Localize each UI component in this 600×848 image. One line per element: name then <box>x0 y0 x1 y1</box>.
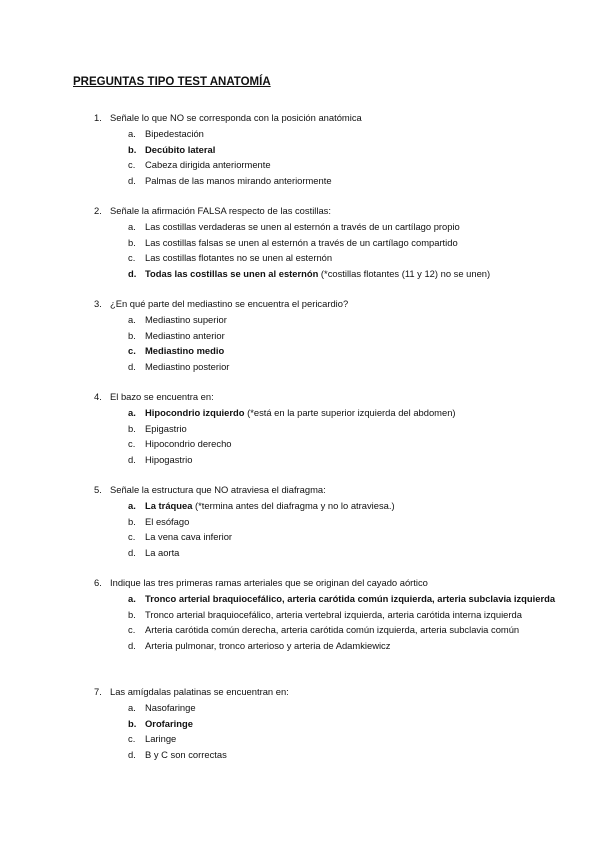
answer-option <box>0 343 600 359</box>
option-main-text: La tráquea <box>145 500 193 511</box>
option-letter: a. <box>128 500 136 511</box>
option-main-text: Epigastrio <box>145 422 187 434</box>
answer-option <box>0 312 600 328</box>
answer-option <box>0 716 600 732</box>
answer-option <box>0 266 600 282</box>
question-number: 1. <box>94 112 102 123</box>
question-text: Señale la estructura que NO atraviesa el diafragma: <box>110 484 326 495</box>
question-text: Señale lo que NO se corresponda con la posición anatómica <box>110 112 362 123</box>
option-letter: a. <box>128 702 136 713</box>
question-text: Señale la afirmación FALSA respecto de las costillas: <box>110 205 331 216</box>
option-letter: b. <box>128 515 136 527</box>
question-number: 6. <box>94 577 102 588</box>
option-text <box>145 421 562 437</box>
option-text <box>145 173 562 189</box>
option-main-text: Hipocondrio izquierdo <box>145 407 245 418</box>
option-text <box>145 607 562 623</box>
option-letter: c. <box>128 733 136 744</box>
option-letter: d. <box>128 748 136 760</box>
option-letter: a. <box>128 407 136 418</box>
answer-option <box>0 731 600 747</box>
option-text <box>145 328 562 344</box>
answer-option <box>0 514 600 530</box>
option-text <box>145 312 562 328</box>
question-text: El bazo se encuentra en: <box>110 391 214 402</box>
option-text <box>145 638 562 654</box>
answer-option <box>0 421 600 437</box>
option-text <box>145 514 562 530</box>
option-letter: b. <box>128 143 137 155</box>
option-letter: d. <box>128 360 136 372</box>
option-text <box>145 359 562 375</box>
question-line <box>0 482 600 498</box>
option-main-text: Hipogastrio <box>145 453 193 465</box>
question-number: 4. <box>94 391 102 402</box>
option-note: (*termina antes del diafragma y no lo atraviesa.) <box>192 500 395 511</box>
answer-option <box>0 545 600 561</box>
answer-option <box>0 452 600 468</box>
option-letter: b. <box>128 236 136 248</box>
option-text <box>145 747 562 763</box>
option-letter: b. <box>128 329 136 341</box>
answer-option <box>0 173 600 189</box>
option-main-text: Mediastino anterior <box>145 329 225 341</box>
option-main-text: Hipocondrio derecho <box>145 438 232 449</box>
option-text <box>145 343 562 359</box>
option-text <box>145 622 562 638</box>
option-letter: d. <box>128 174 136 186</box>
option-text <box>145 157 562 173</box>
answer-option <box>0 126 600 142</box>
question-line <box>0 203 600 219</box>
option-main-text: Las costillas verdaderas se unen al esternón a través de un cartílago propio <box>145 221 460 232</box>
option-letter: a. <box>128 221 136 232</box>
option-letter: a. <box>128 593 136 604</box>
option-letter: c. <box>128 159 136 170</box>
option-main-text: Laringe <box>145 733 177 744</box>
option-text <box>145 436 562 452</box>
question-number: 2. <box>94 205 102 216</box>
option-main-text: Tronco arterial braquiocefálico, arteria carótida común izquierda, arteria subclavia izquierda <box>145 593 556 604</box>
option-text <box>145 219 562 235</box>
answer-option <box>0 328 600 344</box>
question-number: 3. <box>94 298 102 309</box>
option-text <box>145 591 562 607</box>
answer-option <box>0 436 600 452</box>
option-letter: c. <box>128 624 136 635</box>
question-text: Indique las tres primeras ramas arteriales que se originan del cayado aórtico <box>110 577 428 588</box>
option-main-text: Bipedestación <box>145 128 204 139</box>
option-letter: b. <box>128 422 136 434</box>
answer-option <box>0 638 600 654</box>
answer-option <box>0 591 600 607</box>
question-line <box>0 389 600 405</box>
option-main-text: La vena cava inferior <box>145 531 233 542</box>
option-main-text: Palmas de las manos mirando anteriormente <box>145 174 332 186</box>
option-text <box>145 529 562 545</box>
question-4 <box>0 389 600 467</box>
option-letter: d. <box>128 639 136 651</box>
option-text <box>145 142 562 158</box>
option-letter: c. <box>128 531 136 542</box>
page-title: PREGUNTAS TIPO TEST ANATOMÍA <box>73 76 271 88</box>
question-3 <box>0 296 600 374</box>
option-text <box>145 266 562 282</box>
option-text <box>145 452 562 468</box>
option-text <box>145 700 562 716</box>
question-number: 7. <box>94 686 102 697</box>
option-letter: a. <box>128 128 136 139</box>
option-main-text: Las costillas falsas se unen al esternón a través de un cartílago compartido <box>145 236 458 248</box>
option-main-text: Arteria carótida común derecha, arteria carótida común izquierda, arteria subclavia común <box>145 624 520 635</box>
option-note: (*costillas flotantes (11 y 12) no se unen) <box>318 267 491 279</box>
question-5 <box>0 482 600 560</box>
option-letter: b. <box>128 717 137 729</box>
question-text: Las amígdalas palatinas se encuentran en: <box>110 686 289 697</box>
option-main-text: Todas las costillas se unen al esternón <box>145 267 319 279</box>
answer-option <box>0 359 600 375</box>
answer-option <box>0 622 600 638</box>
option-main-text: Tronco arterial braquiocefálico, arteria vertebral izquierda, arteria carótida interna izquierda <box>145 608 522 620</box>
answer-option <box>0 219 600 235</box>
option-text <box>145 250 562 266</box>
option-main-text: Mediastino superior <box>145 314 227 325</box>
question-line <box>0 110 600 126</box>
option-letter: b. <box>128 608 136 620</box>
question-line <box>0 684 600 700</box>
option-note: (*está en la parte superior izquierda del abdomen) <box>244 407 456 418</box>
option-main-text: Cabeza dirigida anteriormente <box>145 159 271 170</box>
question-text: ¿En qué parte del mediastino se encuentra el pericardio? <box>110 298 349 309</box>
question-1 <box>0 110 600 188</box>
option-letter: c. <box>128 252 136 263</box>
answer-option <box>0 529 600 545</box>
answer-option <box>0 405 600 421</box>
answer-option <box>0 157 600 173</box>
option-main-text: Las costillas flotantes no se unen al esternón <box>145 252 333 263</box>
option-main-text: Mediastino medio <box>145 345 225 356</box>
question-2 <box>0 203 600 281</box>
option-text <box>145 545 562 561</box>
option-letter: c. <box>128 438 136 449</box>
option-letter: c. <box>128 345 136 356</box>
option-letter: a. <box>128 314 136 325</box>
question-line <box>0 575 600 591</box>
option-main-text: La aorta <box>145 546 180 558</box>
question-line <box>0 296 600 312</box>
option-text <box>145 126 562 142</box>
option-text <box>145 731 562 747</box>
option-main-text: Nasofaringe <box>145 702 196 713</box>
option-letter: d. <box>128 546 136 558</box>
option-main-text: Decúbito lateral <box>145 143 216 155</box>
option-main-text: Orofaringe <box>145 717 193 729</box>
option-text <box>145 405 562 421</box>
answer-option <box>0 250 600 266</box>
answer-option <box>0 747 600 763</box>
answer-option <box>0 498 600 514</box>
answer-option <box>0 700 600 716</box>
option-letter: d. <box>128 267 137 279</box>
option-text <box>145 498 562 514</box>
option-main-text: Arteria pulmonar, tronco arterioso y arteria de Adamkiewicz <box>145 639 391 651</box>
question-number: 5. <box>94 484 102 495</box>
option-text <box>145 235 562 251</box>
option-letter: d. <box>128 453 136 465</box>
answer-option <box>0 235 600 251</box>
option-main-text: Mediastino posterior <box>145 360 230 372</box>
answer-option <box>0 607 600 623</box>
option-text <box>145 716 562 732</box>
question-7 <box>0 684 600 762</box>
option-main-text: El esófago <box>145 515 190 527</box>
question-6 <box>0 575 600 653</box>
option-main-text: B y C son correctas <box>145 748 227 760</box>
answer-option <box>0 142 600 158</box>
